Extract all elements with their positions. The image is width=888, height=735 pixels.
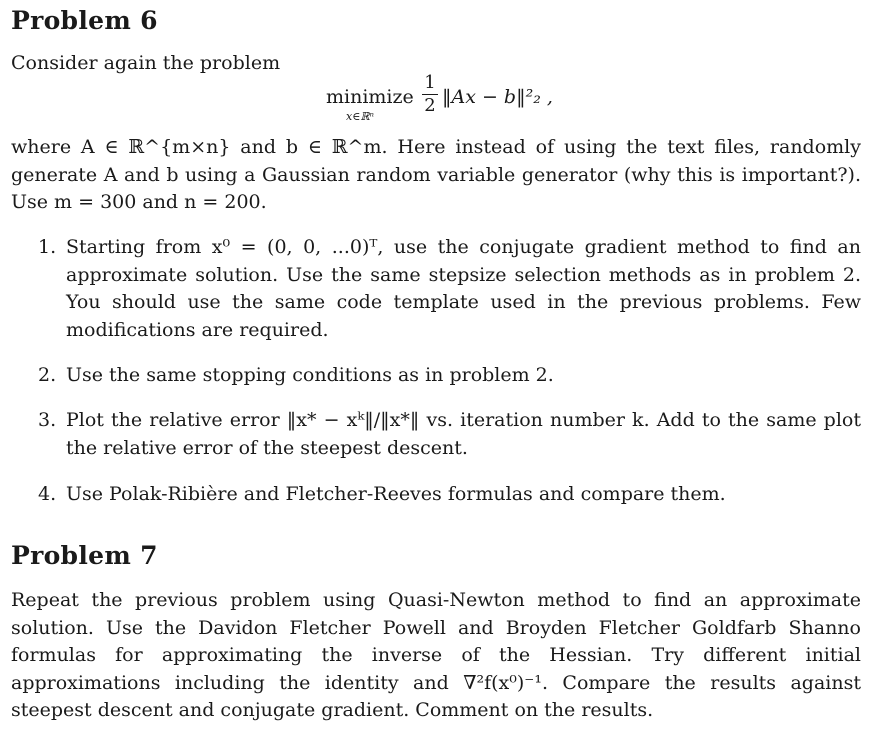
fraction-numerator: 1 [424, 72, 436, 93]
formula-expression: ‖Ax − b‖²₂ , [442, 86, 553, 108]
list-item-number: 1. [38, 236, 57, 258]
list-item-text: Plot the relative error ‖x* − xᵏ‖/‖x*‖ vs. iteration number k. Add to the same plot the relative error of the steepest descent. [66, 409, 861, 459]
list-item-1 [38, 234, 861, 344]
list-item-text: Use Polak-Ribière and Fletcher-Reeves formulas and compare them. [66, 483, 726, 505]
list-item-number: 2. [38, 364, 57, 386]
list-item-4 [38, 481, 861, 509]
list-item-text: Use the same stopping conditions as in problem 2. [66, 364, 554, 386]
problem-6-title: Problem 6 [11, 6, 158, 35]
list-item-number: 4. [38, 483, 57, 505]
formula-fraction [422, 74, 438, 115]
fraction-denominator: 2 [424, 95, 436, 116]
problem-6-intro: Consider again the problem [11, 52, 281, 74]
problem-7-text: Repeat the previous problem using Quasi-Newton method to find an approximate solution. Use the Davidon Fletcher Powell and Broyden Fletcher Goldfarb Shanno formulas for approximating the inverse of the Hessian. Try different initial approximations including the identity and ∇²f(x⁰)⁻¹. Compare the results against steepest descent and conjugate gradient. Comment on the results. [11, 589, 861, 721]
formula-subscript: x∈ℝⁿ [346, 110, 374, 123]
formula-operator: minimize [326, 86, 414, 108]
list-item-text: Starting from x⁰ = (0, 0, ...0)ᵀ, use the conjugate gradient method to find an approximate solution. Use the same stepsize selection methods as in problem 2. You should use the same code template used in the previous problems. Few modifications are required. [66, 236, 861, 341]
problem-6-description: where A ∈ ℝ^{m×n} and b ∈ ℝ^m. Here instead of using the text files, randomly generate A and b using a Gaussian random variable generator (why this is important?). Use m = 300 and n = 200. [11, 136, 861, 213]
problem-6-formula [0, 72, 888, 128]
list-item-number: 3. [38, 409, 57, 431]
list-item-2 [38, 362, 861, 390]
problem-7-title: Problem 7 [11, 541, 158, 570]
list-item-3 [38, 407, 861, 462]
